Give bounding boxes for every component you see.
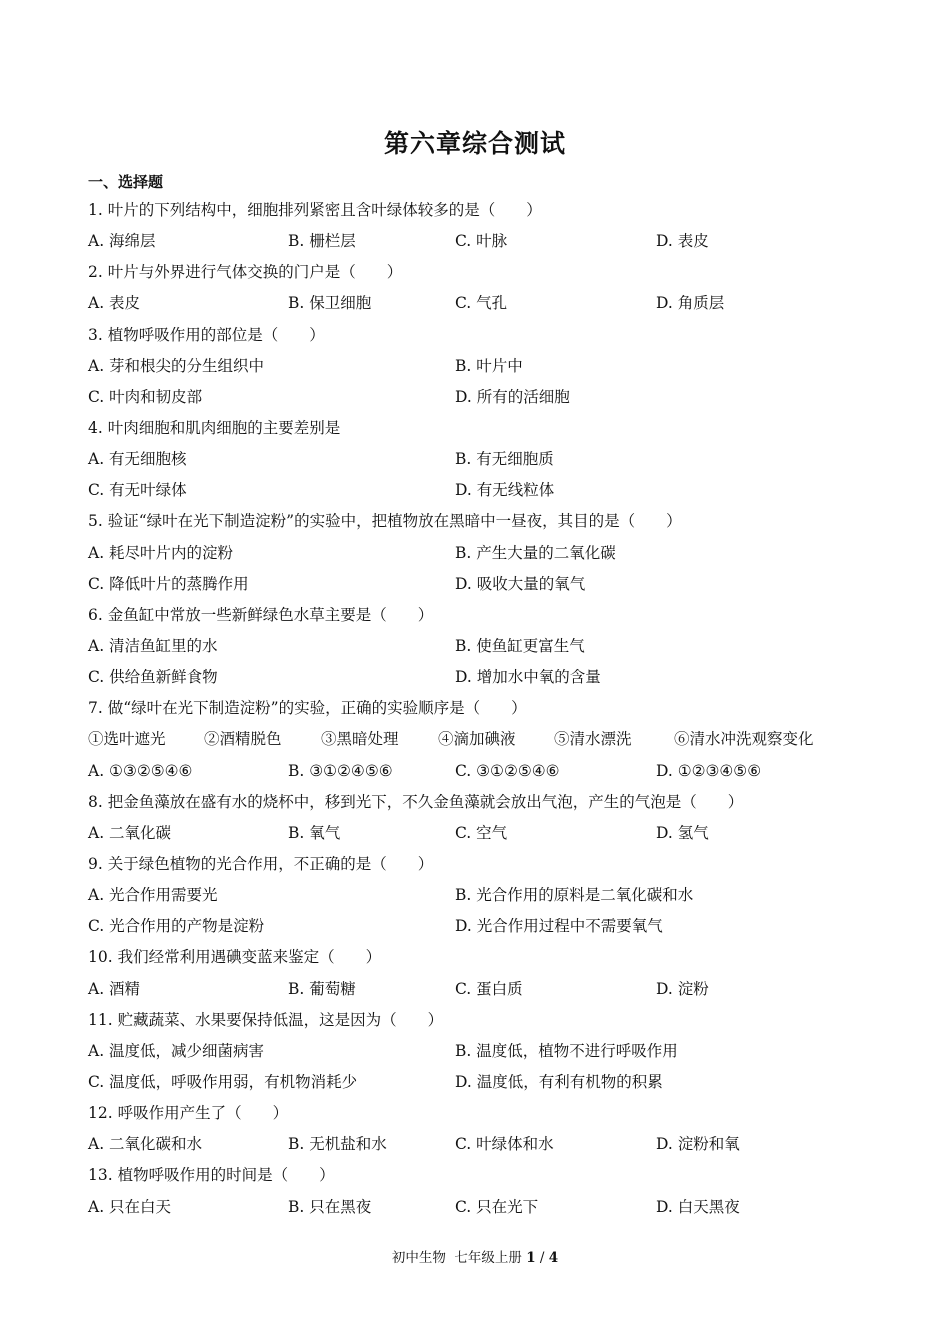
page-footer [0, 1246, 950, 1266]
option-d: D. 淀粉 [656, 979, 709, 998]
option-d: D. 所有的活细胞 [455, 387, 570, 406]
option-row [88, 382, 868, 413]
question-stem: 1. 叶片的下列结构中，细胞排列紧密且含叶绿体较多的是（ ） [88, 201, 542, 219]
option-row [88, 974, 868, 1005]
option-b: B. 只在黑夜 [288, 1197, 372, 1216]
question-stem: 4. 叶肉细胞和肌肉细胞的主要差别是 [88, 418, 341, 437]
question-list [88, 195, 868, 1223]
option-d: D. 淀粉和氧 [656, 1135, 740, 1154]
option-d: D. 氢气 [656, 823, 709, 842]
option-row [88, 818, 868, 849]
footer-page-total: 4 [548, 1250, 559, 1266]
option-d: D. 增加水中氧的含量 [455, 668, 601, 687]
option-c: C. 叶脉 [455, 232, 508, 251]
option-b: B. 光合作用的原料是二氧化碳和水 [455, 886, 694, 905]
option-a: A. 有无细胞核 [88, 450, 187, 469]
option-d: D. 温度低，有利有机物的积累 [455, 1072, 663, 1091]
option-b: B. 叶片中 [455, 356, 523, 375]
question-stem: 10. 我们经常利用遇碘变蓝来鉴定（ ） [88, 948, 382, 967]
option-d: D. ①②③④⑤⑥ [656, 761, 762, 780]
question-stem: 11. 贮藏蔬菜、水果要保持低温，这是因为（ ） [88, 1010, 444, 1029]
option-row [88, 351, 868, 382]
option-a: A. 只在白天 [88, 1197, 172, 1216]
option-row [88, 911, 868, 942]
option-a: A. 表皮 [88, 294, 141, 313]
step-item: ⑤清水漂洗 [554, 730, 632, 749]
step-item: ②酒精脱色 [204, 730, 282, 749]
option-d: D. 白天黑夜 [656, 1197, 740, 1216]
option-a: A. ①③②⑤④⑥ [88, 761, 193, 780]
question-stem: 6. 金鱼缸中常放一些新鲜绿色水草主要是（ ） [88, 605, 434, 624]
question-stem: 3. 植物呼吸作用的部位是（ ） [88, 325, 325, 344]
option-row [88, 444, 868, 475]
footer-separator: / [535, 1250, 549, 1266]
option-a: A. 海绵层 [88, 232, 156, 251]
step-item: ③黑暗处理 [321, 730, 399, 749]
option-row [88, 1129, 868, 1160]
option-d: D. 表皮 [656, 232, 709, 251]
option-row [88, 1067, 868, 1098]
option-row [88, 538, 868, 569]
option-a: A. 光合作用需要光 [88, 886, 218, 905]
step-item: ⑥清水冲洗观察变化 [674, 730, 814, 749]
option-b: B. 有无细胞质 [455, 450, 554, 469]
option-c: C. 光合作用的产物是淀粉 [88, 917, 265, 936]
option-c: C. 空气 [455, 823, 508, 842]
option-a: A. 芽和根尖的分生组织中 [88, 356, 265, 375]
footer-label: 初中生物 七年级上册 [391, 1250, 522, 1266]
option-b: B. 氧气 [288, 823, 341, 842]
option-c: C. 温度低，呼吸作用弱，有机物消耗少 [88, 1072, 358, 1091]
option-c: C. 有无叶绿体 [88, 481, 187, 500]
page-title: 第六章综合测试 [383, 129, 566, 158]
question-stem: 5. 验证“绿叶在光下制造淀粉”的实验中，把植物放在黑暗中一昼夜，其目的是（ ） [88, 512, 682, 531]
step-item: ④滴加碘液 [438, 730, 516, 749]
question-stem: 12. 呼吸作用产生了（ ） [88, 1104, 289, 1123]
option-b: B. 栅栏层 [288, 232, 356, 251]
option-row [88, 1192, 868, 1223]
step-row [88, 724, 868, 755]
step-item: ①选叶遮光 [88, 730, 166, 749]
option-c: C. 叶绿体和水 [455, 1135, 554, 1154]
option-c: C. 叶肉和韧皮部 [88, 387, 203, 406]
option-b: B. 温度低，植物不进行呼吸作用 [455, 1041, 678, 1060]
footer-page-number: 1 [526, 1250, 536, 1266]
option-b: B. 产生大量的二氧化碳 [455, 543, 616, 562]
section-heading: 一、选择题 [88, 173, 164, 191]
question-stem: 9. 关于绿色植物的光合作用，不正确的是（ ） [88, 854, 434, 873]
option-d: D. 角质层 [656, 294, 725, 313]
option-d: D. 有无线粒体 [455, 481, 555, 500]
option-c: C. 蛋白质 [455, 979, 523, 998]
option-b: B. 使鱼缸更富生气 [455, 636, 585, 655]
option-c: C. ③①②⑤④⑥ [455, 761, 560, 780]
option-row [88, 475, 868, 506]
option-row [88, 226, 868, 257]
option-d: D. 光合作用过程中不需要氧气 [455, 917, 663, 936]
option-a: A. 耗尽叶片内的淀粉 [88, 543, 234, 562]
option-a: A. 二氧化碳 [88, 823, 172, 842]
question-stem: 7. 做“绿叶在光下制造淀粉”的实验，正确的实验顺序是（ ） [88, 699, 527, 718]
option-row [88, 631, 868, 662]
option-b: B. 保卫细胞 [288, 294, 372, 313]
question-stem: 2. 叶片与外界进行气体交换的门户是（ ） [88, 263, 403, 282]
option-c: C. 供给鱼新鲜食物 [88, 668, 218, 687]
question-stem: 8. 把金鱼藻放在盛有水的烧杯中，移到光下，不久金鱼藻就会放出气泡，产生的气泡是（ ） [88, 792, 744, 811]
option-a: A. 二氧化碳和水 [88, 1135, 203, 1154]
option-row [88, 662, 868, 693]
option-row [88, 288, 868, 319]
option-c: C. 只在光下 [455, 1197, 539, 1216]
option-a: A. 酒精 [88, 979, 141, 998]
option-b: B. 葡萄糖 [288, 979, 356, 998]
option-row [88, 569, 868, 600]
option-d: D. 吸收大量的氧气 [455, 574, 586, 593]
option-b: B. ③①②④⑤⑥ [288, 761, 393, 780]
option-row [88, 756, 868, 787]
option-a: A. 温度低，减少细菌病害 [88, 1041, 265, 1060]
option-row [88, 1036, 868, 1067]
option-a: A. 清洁鱼缸里的水 [88, 636, 218, 655]
option-c: C. 降低叶片的蒸腾作用 [88, 574, 249, 593]
option-c: C. 气孔 [455, 294, 508, 313]
option-row [88, 880, 868, 911]
option-b: B. 无机盐和水 [288, 1135, 387, 1154]
question-stem: 13. 植物呼吸作用的时间是（ ） [88, 1166, 335, 1185]
